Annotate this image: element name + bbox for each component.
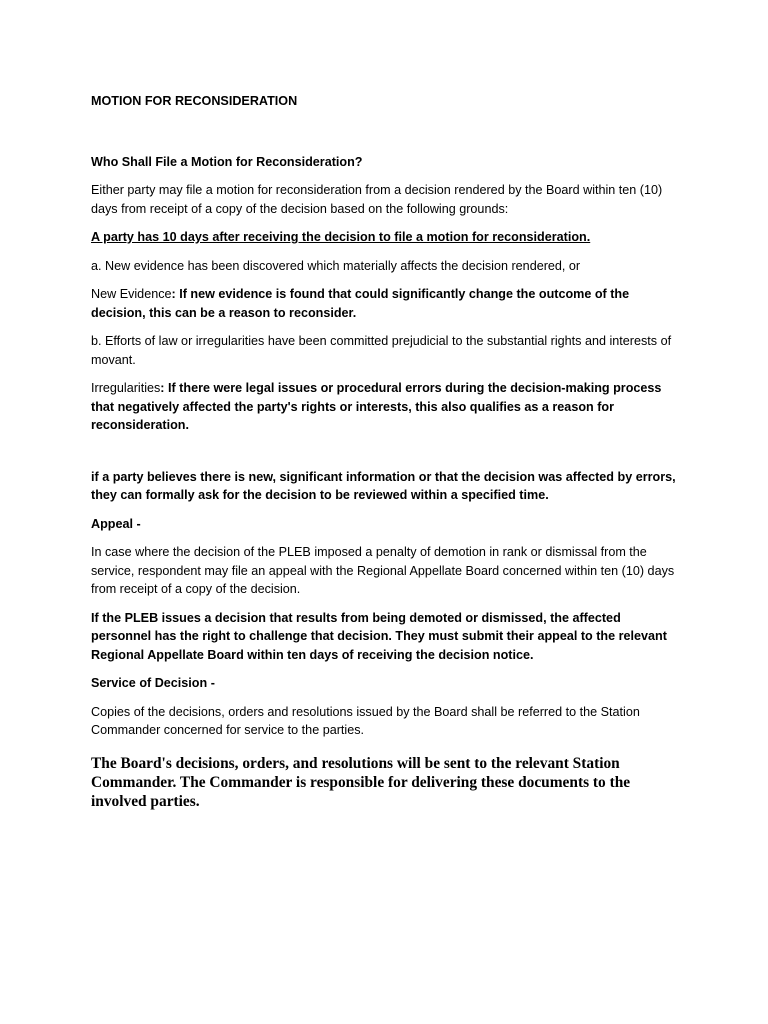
service-serif-paragraph: The Board's decisions, orders, and resolutions will be sent to the relevant Station Commander. The Commander is responsible for delivering these documents to the involved parties. bbox=[91, 754, 631, 810]
new-evidence-label: New Evidence bbox=[91, 287, 172, 301]
appeal-bold-paragraph: If the PLEB issues a decision that results from being demoted or dismissed, the affected personnel has the right to challenge that decision. They must submit their appeal to the relevant Regional Appellate Board within ten days of receiving the decision notice. bbox=[91, 610, 667, 662]
appeal-heading: Appeal - bbox=[91, 516, 141, 531]
service-heading: Service of Decision - bbox=[91, 676, 215, 690]
underlined-summary: A party has 10 days after receiving the decision to file a motion for reconsideration. bbox=[91, 230, 591, 244]
summary-bold: if a party believes there is new, significant information or that the decision was affected by errors, they can formally ask for the decision to be reviewed within a specified time. bbox=[91, 469, 676, 502]
appeal-paragraph: In case where the decision of the PLEB imposed a penalty of demotion in rank or dismissal from the service, respondent may file an appeal with the Regional Appellate Board concerned within ten (10) days from receipt of a copy of the decision. bbox=[91, 545, 675, 596]
document-title: MOTION FOR RECONSIDERATION bbox=[91, 94, 298, 108]
ground-b: b. Efforts of law or irregularities have been committed prejudicial to the substantial rights and interests of movant. bbox=[91, 334, 672, 367]
intro-paragraph: Either party may file a motion for reconsideration from a decision rendered by the Board within ten (10) days from receipt of a copy of the decision based on the following grounds: bbox=[91, 183, 663, 216]
new-evidence-text: : If new evidence is found that could significantly change the outcome of the decision, this can be a reason to reconsider. bbox=[91, 287, 630, 320]
service-paragraph: Copies of the decisions, orders and resolutions issued by the Board shall be referred to the Station Commander concerned for service to the parties. bbox=[91, 704, 640, 737]
irregularities-label: Irregularities bbox=[91, 381, 161, 395]
ground-a: a. New evidence has been discovered which materially affects the decision rendered, or bbox=[91, 258, 581, 273]
who-heading: Who Shall File a Motion for Reconsideration? bbox=[91, 154, 363, 169]
irregularities-paragraph bbox=[91, 379, 681, 435]
irregularities-text: : If there were legal issues or procedural errors during the decision-making process that negatively affected the party's rights or interests, this also qualifies as a reason for reconsideration. bbox=[91, 381, 662, 432]
document-page bbox=[91, 92, 681, 811]
new-evidence-paragraph bbox=[91, 285, 681, 322]
